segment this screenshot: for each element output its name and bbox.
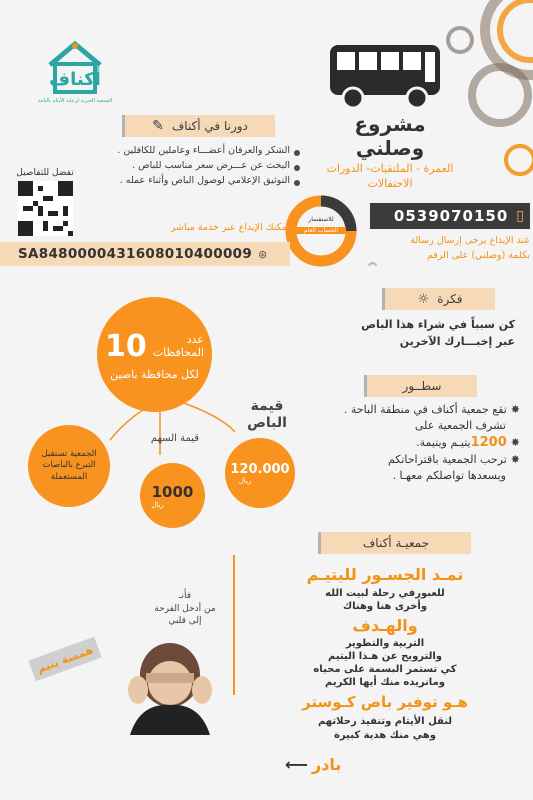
cta-button[interactable] [285, 755, 341, 774]
ring-label-2: الحساب العام [296, 227, 346, 234]
arrow-left-icon: ⟵ [285, 755, 308, 774]
used-bus-circle [28, 425, 110, 507]
share-value-circle [140, 463, 205, 528]
project-subtitle-2: الاحتفالات [367, 177, 413, 190]
lines-tag [364, 375, 477, 397]
chevron-up-icon: ︽ [368, 258, 378, 268]
association-line-6: ومانريده منك أيها الكريم [325, 677, 445, 688]
gov-count: 10 [105, 328, 147, 364]
association-text [265, 565, 505, 741]
list-item: ✸تقع جمعية أكناف في منطقة الباحة . [343, 403, 520, 416]
governorates-circle [97, 297, 212, 412]
ring-label-1: للاستفسار [308, 216, 334, 223]
child-note-2: من أدخل الفرحة [154, 603, 216, 614]
association-tag [318, 532, 471, 554]
list-item: الشكر والعرفان أعضـــاء وعاملين للكافلين . [100, 145, 300, 156]
gov-note: لكل محافظة باصين [110, 367, 199, 381]
idea-line-2: عبر إخبـــارك الآخرين [399, 335, 515, 348]
association-line-5: كي تستمر البسمة على محياه [313, 664, 457, 675]
project-title: مشروع وصلني [354, 112, 426, 160]
role-label: دورنا في أكناف [171, 119, 248, 133]
association-line-8: وهي منك هدية كبيرة [334, 730, 436, 741]
phone-bar[interactable] [370, 203, 530, 229]
transfer-note-2: بكلمة (وصلني) على الرقم [426, 250, 530, 261]
logo-subtitle: الجمعية الخيرية لرعاية الأيتام بالباحة [37, 98, 113, 104]
share-value-label: قيمة السهم [150, 433, 200, 444]
lines-list [310, 403, 520, 482]
child-note-1: فأنـ [178, 591, 192, 601]
used-bus-line-3: المستعملة [50, 471, 88, 482]
direct-note: يمكنك الإيداع عبر خدمة مباشر [170, 222, 290, 233]
bus-value-circle [225, 438, 295, 508]
association-line-2: وأخرى هنا وهناك [342, 601, 428, 612]
qr-label: تفضل للتفاصيل [16, 168, 74, 178]
association-line-4: والترويح عن هـذا اليتيم [328, 651, 442, 662]
used-bus-line-1: الجمعية تستقبل [41, 449, 97, 460]
logo-text: أكناف [49, 69, 101, 90]
transfer-note-1: عند الإيداع يرجى إرسال رسالة [410, 235, 530, 246]
project-block [320, 112, 460, 190]
child-note-3: إلى قلبي [168, 616, 202, 627]
role-tag [122, 115, 275, 137]
role-list [100, 145, 300, 186]
share-currency: ريال [151, 500, 164, 509]
list-item: البحث عن عـــرض سعر مناسب للباص . [100, 160, 300, 171]
pen-icon: ✎ [152, 118, 164, 134]
iban-bar[interactable] [0, 242, 290, 266]
whisper-badge-label: همسة يتيم [35, 642, 95, 676]
bus-icon [325, 40, 445, 110]
association-heading-3: هـو توفير باص كـوستر [302, 693, 468, 711]
cta-label: بادر [311, 755, 342, 774]
list-item: تشرف الجمعية على [414, 419, 506, 432]
association-line-1: للعبورفي رحلة لبيت الله [325, 588, 445, 599]
list-item: ✸ترحب الجمعية باقتراحاتكم [387, 453, 520, 466]
list-item: ✸1200يتيـم ويتيمة. [416, 435, 520, 450]
idea-tag [382, 288, 495, 310]
share-value: 1000 [151, 482, 194, 501]
qr-code-icon[interactable] [18, 181, 73, 236]
logo [35, 40, 115, 104]
association-heading-2: والهـدف [352, 616, 418, 635]
phone-number[interactable]: 0539070150 [393, 207, 509, 225]
child-note [140, 590, 230, 628]
association-line-3: التربية والتطوير [345, 638, 425, 649]
bulb-icon: ☼ [417, 291, 430, 307]
lines-label: سطــور [402, 379, 442, 393]
list-item: التوثيق الإعلامي لوصول الباص وأثناء عمله . [100, 175, 300, 186]
gov-label-2: المحافظات [152, 346, 204, 359]
bank-icon: ⊛ [258, 247, 268, 261]
idea-text [345, 318, 515, 348]
association-line-7: لنقل الأيتام وتنفيذ رحلاتهم [317, 716, 453, 727]
phone-icon: ▯ [516, 208, 524, 224]
iban-number[interactable]: SA8480000431608010400009 [18, 246, 253, 262]
gov-label-1: عدد [186, 332, 204, 346]
ring-labels [296, 216, 346, 234]
qr-block[interactable] [15, 168, 75, 240]
bus-value-label: قيمة الباص [247, 398, 287, 431]
association-heading-1: تمـد الجسـور لليتيـم [306, 565, 464, 584]
project-subtitle-1: العمرة - الملتقيات- الدورات [326, 162, 454, 175]
bus-value: 120.000 [230, 461, 290, 477]
idea-label: فكرة [437, 292, 463, 306]
whisper-badge [28, 637, 101, 682]
bus-currency: ريال [238, 476, 252, 485]
child-illustration-icon [110, 635, 230, 735]
used-bus-line-2: التبرع بالباصات [42, 460, 96, 471]
association-label: جمعيـة أكناف [362, 536, 430, 550]
list-item: ويسعدها تواصلكم معهـا . [392, 469, 506, 482]
divider [233, 555, 235, 695]
idea-line-1: كن سبباً في شراء هذا الباص [361, 318, 515, 331]
